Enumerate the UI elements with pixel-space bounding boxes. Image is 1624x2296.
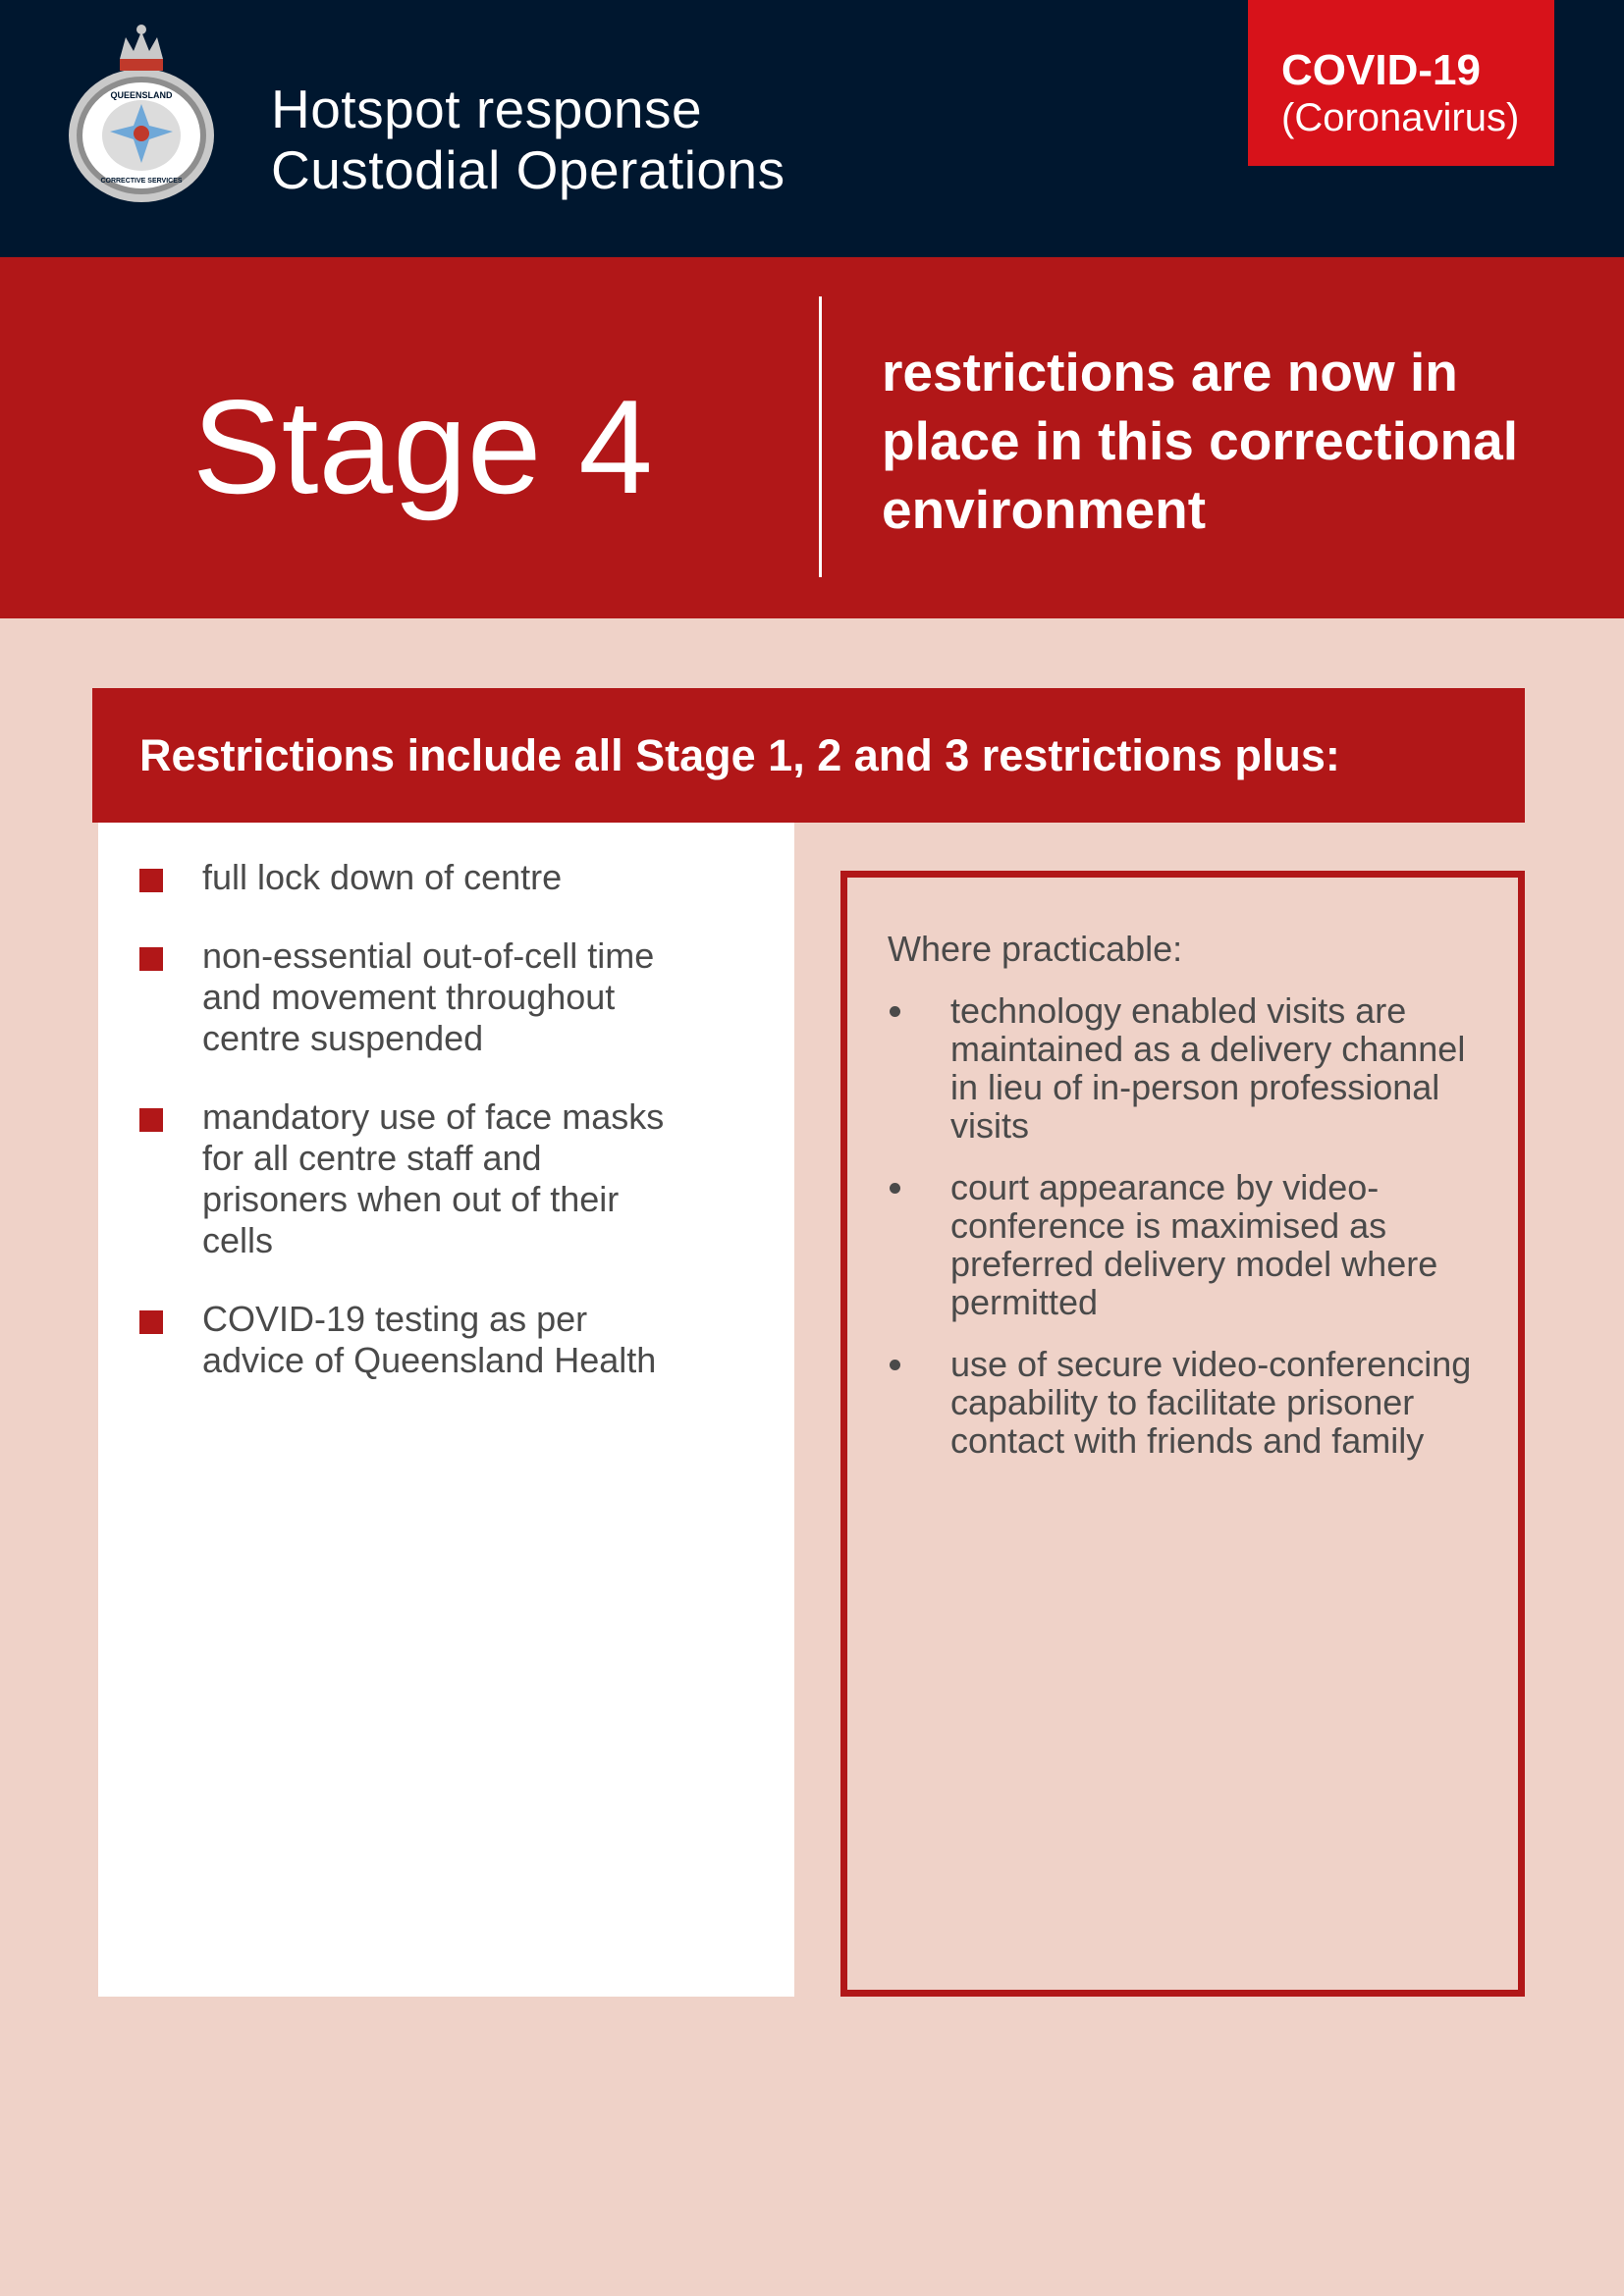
stage-banner [0, 257, 1624, 618]
dot-bullet-icon [890, 1183, 900, 1194]
dot-bullet-icon [890, 1006, 900, 1017]
queensland-corrective-services-badge-icon [61, 20, 222, 204]
logo-text-bottom: CORRECTIVE SERVICES [100, 178, 183, 185]
list-item [98, 1096, 693, 1261]
page-title-line2: Custodial Operations [271, 139, 785, 200]
list-item-text: use of secure video-conferencing capability to facilitate prisoner contact with friends and family [950, 1344, 1472, 1461]
list-item [847, 1168, 1481, 1321]
restrictions-list [98, 857, 693, 1418]
list-item [98, 1299, 693, 1381]
stage-label: Stage 4 [192, 372, 653, 521]
list-item-text: mandatory use of face masks for all centre staff and prisoners when out of their cells [202, 1096, 665, 1260]
list-item-text: full lock down of centre [202, 857, 563, 897]
restrictions-heading: Restrictions include all Stage 1, 2 and 3 restrictions plus: [92, 688, 1525, 823]
list-item [847, 991, 1481, 1145]
restrictions-panel [98, 823, 794, 1997]
covid-badge-title: COVID-19 [1281, 46, 1481, 94]
page-title [271, 79, 785, 200]
list-item-text: COVID-19 testing as per advice of Queensland Health [202, 1299, 657, 1380]
list-item [98, 935, 693, 1059]
covid-badge [1248, 0, 1554, 166]
practicable-panel [840, 871, 1525, 1997]
list-item [847, 1345, 1481, 1460]
page-header [0, 0, 1624, 257]
page-title-line1: Hotspot response [271, 79, 703, 139]
square-bullet-icon [139, 1310, 163, 1334]
covid-badge-subtitle: (Coronavirus) [1281, 96, 1520, 139]
list-item [98, 857, 693, 898]
stage-message: restrictions are now in place in this correctional environment [882, 342, 1518, 540]
list-item-text: court appearance by video-conference is maximised as preferred delivery model where permitted [950, 1167, 1438, 1322]
square-bullet-icon [139, 869, 163, 892]
square-bullet-icon [139, 1108, 163, 1132]
practicable-list [847, 991, 1481, 1483]
dot-bullet-icon [890, 1360, 900, 1370]
list-item-text: non-essential out-of-cell time and movement throughout centre suspended [202, 935, 655, 1058]
banner-divider [819, 296, 822, 577]
list-item-text: technology enabled visits are maintained as a delivery channel in lieu of in-person professional visits [950, 990, 1466, 1146]
practicable-intro: Where practicable: [888, 929, 1183, 969]
square-bullet-icon [139, 947, 163, 971]
logo-text-top: QUEENSLAND [110, 90, 173, 100]
